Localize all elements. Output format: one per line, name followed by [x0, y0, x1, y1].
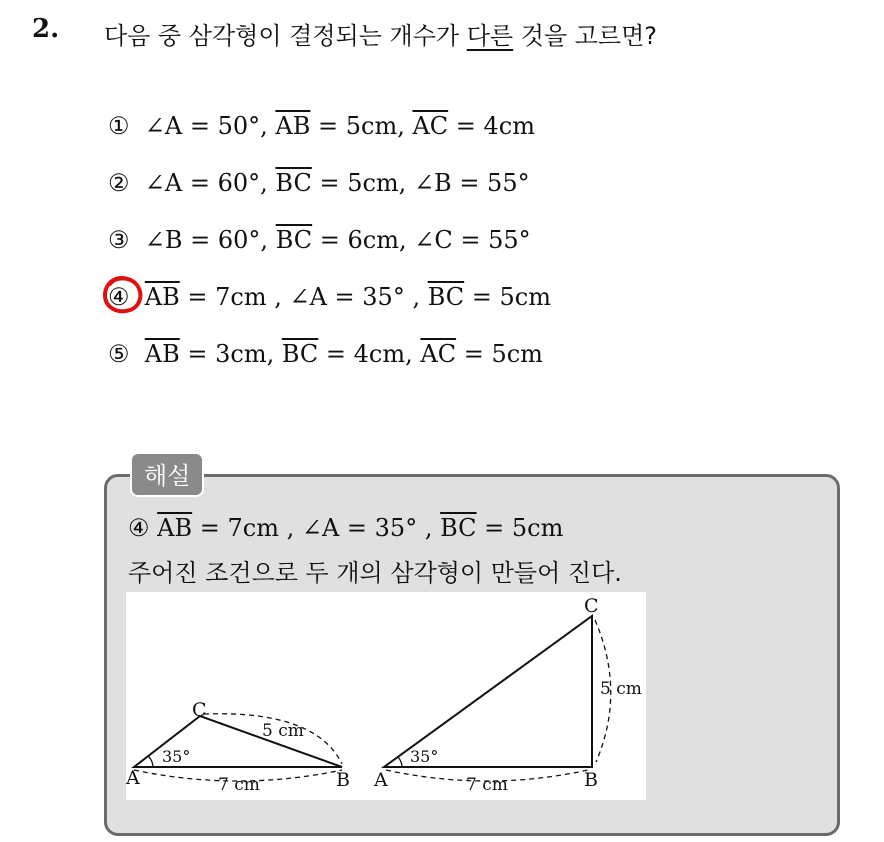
question-number: 2. — [32, 14, 60, 44]
segment-label: $\overline{BC}$ — [440, 514, 477, 542]
solution-answer-line — [128, 514, 563, 542]
option-text: = 5cm, — [310, 112, 413, 140]
option-4[interactable] — [108, 283, 551, 311]
length-label-bc: 5 cm — [600, 679, 642, 699]
question-text — [104, 16, 657, 51]
answer-circle-mark — [100, 272, 148, 318]
vertex-label-b: B — [336, 769, 350, 791]
option-5[interactable] — [108, 340, 543, 368]
angle-label: 35° — [162, 747, 191, 766]
option-text: = 6cm, ∠C = 55° — [312, 226, 531, 254]
solution-text: = 5cm — [476, 514, 564, 542]
solution-explanation: 주어진 조건으로 두 개의 삼각형이 만들어 진다. — [128, 559, 622, 587]
option-1[interactable] — [108, 112, 535, 140]
option-text: = 5cm — [456, 340, 543, 368]
segment-label: $\overline{AB}$ — [144, 283, 180, 311]
segment-label: $\overline{AB}$ — [144, 340, 180, 368]
solution-marker: ④ — [128, 514, 158, 542]
option-marker: ① — [108, 112, 130, 140]
segment-label: $\overline{BC}$ — [275, 226, 313, 254]
option-marker: ② — [108, 169, 130, 197]
triangle-figure — [126, 592, 646, 800]
option-text: ∠A = 60°, — [144, 169, 276, 197]
vertex-label-b: B — [584, 769, 598, 791]
angle-label: 35° — [410, 747, 439, 766]
left-triangle — [126, 699, 350, 795]
solution-text: = 7cm , ∠A = 35° , — [192, 514, 441, 542]
length-label-ab: 7 cm — [218, 775, 260, 795]
option-text: = 3cm, — [179, 340, 282, 368]
option-text: ∠A = 50°, — [144, 112, 276, 140]
segment-label: $\overline{AC}$ — [412, 112, 449, 140]
option-text: = 4cm — [448, 112, 535, 140]
segment-label: $\overline{BC}$ — [427, 283, 465, 311]
solution-badge: 해설 — [130, 452, 204, 497]
segment-label: $\overline{BC}$ — [281, 340, 319, 368]
option-text: = 5cm — [464, 283, 552, 311]
vertex-label-c: C — [192, 699, 207, 721]
option-text: = 4cm, — [318, 340, 421, 368]
option-marker: ⑤ — [108, 340, 130, 368]
option-3[interactable] — [108, 226, 531, 254]
segment-label: $\overline{AB}$ — [157, 514, 193, 542]
vertex-label-c: C — [584, 595, 599, 617]
right-triangle — [373, 595, 642, 795]
segment-label: $\overline{AC}$ — [420, 340, 457, 368]
option-text: ∠B = 60°, — [144, 226, 276, 254]
length-label-bc: 5 cm — [262, 721, 304, 741]
segment-label: $\overline{BC}$ — [275, 169, 312, 197]
option-text: = 5cm, ∠B = 55° — [311, 169, 530, 197]
option-2[interactable] — [108, 169, 530, 197]
question-text-after: 것을 고르면? — [513, 22, 658, 50]
question-text-before: 다음 중 삼각형이 결정되는 개수가 — [104, 22, 467, 50]
segment-label: $\overline{AB}$ — [275, 112, 311, 140]
option-text: = 7cm , ∠A = 35° , — [179, 283, 428, 311]
option-marker: ④ — [108, 283, 130, 311]
question-underlined-word: 다른 — [466, 22, 514, 50]
vertex-label-a: A — [126, 767, 140, 789]
option-marker: ③ — [108, 226, 130, 254]
vertex-label-a: A — [374, 769, 388, 791]
length-label-ab: 7 cm — [466, 775, 508, 795]
